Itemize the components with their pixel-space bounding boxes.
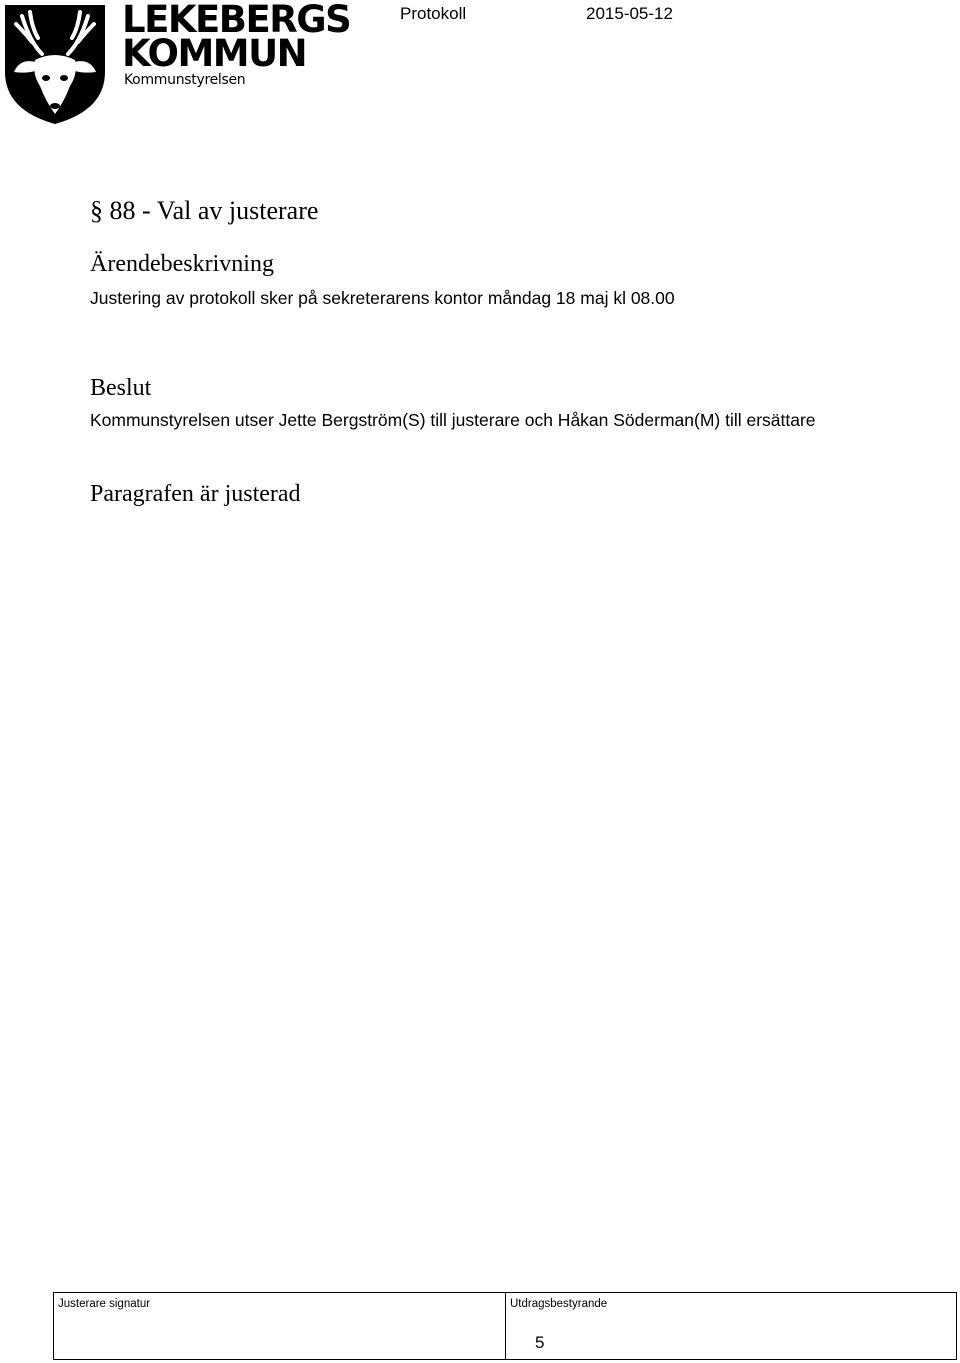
decision-text: Kommunstyrelsen utser Jette Bergström(S) till justerare och Håkan Söderman(M) till ersättare [90,410,816,430]
extract-certifier-label: Utdragsbestyrande [510,1298,608,1310]
municipality-logo-text [122,0,362,92]
signature-footer [53,1292,957,1360]
section-heading: § 88 - Val av justerare [90,196,319,225]
document-type: Protokoll [400,4,467,23]
paragraph-status-note: Paragrafen är justerad [90,481,301,507]
board-name: Kommunstyrelsen [124,72,246,88]
footer-divider [505,1293,506,1359]
decision-heading: Beslut [90,375,152,401]
municipality-name-line1: LEKEBERGS [122,0,351,41]
description-text: Justering av protokoll sker på sekreterarens kontor måndag 18 maj kl 08.00 [90,288,675,308]
document-date: 2015-05-12 [586,4,673,23]
description-heading: Ärendebeskrivning [90,251,274,277]
adjuster-signature-label: Justerare signatur [58,1298,151,1310]
page-number: 5 [535,1333,545,1352]
municipality-name-line2: KOMMUN [122,32,307,75]
municipal-coat-of-arms-icon [2,2,108,126]
